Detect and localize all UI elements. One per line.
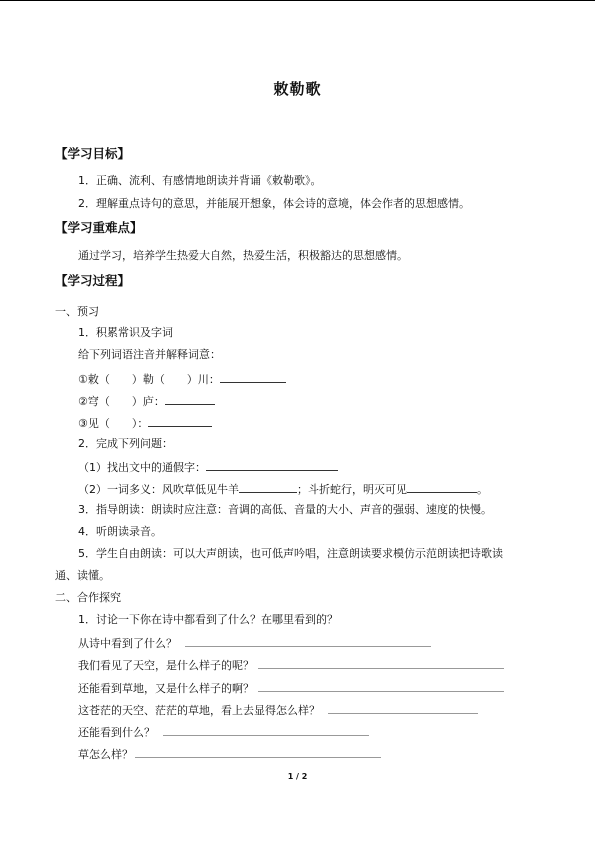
p3: 3．指导朗读：朗读时应注意：音调的高低、音量的大小、声音的强弱、速度的快慢。 bbox=[78, 503, 492, 516]
discuss-4 bbox=[78, 680, 504, 696]
p5-line-2: 通、读懂。 bbox=[55, 569, 110, 582]
discuss-7-blank[interactable] bbox=[135, 746, 381, 758]
page-title: 敕勒歌 bbox=[273, 80, 322, 98]
discuss-1: 1．讨论一下你在诗中都看到了什么？在哪里看到的？ bbox=[78, 613, 338, 626]
discuss-6 bbox=[78, 724, 369, 740]
question-1 bbox=[78, 459, 338, 475]
question-2 bbox=[78, 481, 488, 497]
part1-heading: 一、预习 bbox=[55, 305, 99, 318]
word-2-blank[interactable] bbox=[165, 393, 215, 405]
discuss-4-text: 还能看到草地，又是什么样子的啊？ bbox=[78, 682, 254, 695]
p5-line-1: 5．学生自由朗读：可以大声朗读，也可低声吟唱，注意朗读要求模仿示范朗读把诗歌读 bbox=[78, 547, 503, 560]
question-2-text-c: 。 bbox=[477, 483, 488, 496]
p2: 2．完成下列问题： bbox=[78, 437, 173, 450]
discuss-6-blank[interactable] bbox=[163, 724, 369, 736]
word-1 bbox=[78, 371, 286, 387]
discuss-7 bbox=[78, 746, 381, 762]
goal-item-1: 1．正确、流利、有感情地朗读并背诵《敕勒歌》。 bbox=[78, 174, 322, 187]
process-heading: 【学习过程】 bbox=[55, 273, 131, 288]
question-2-text-b: ；斗折蛇行，明灭可见 bbox=[297, 483, 407, 496]
word-1-text: ①敕（ ）勒（ ）川： bbox=[78, 373, 220, 386]
word-1-blank[interactable] bbox=[220, 371, 286, 383]
page-number: 1 / 2 bbox=[287, 772, 308, 781]
discuss-3-text: 我们看见了天空，是什么样子的呢？ bbox=[78, 659, 254, 672]
p1-2: 给下列词语注音并解释词意： bbox=[78, 348, 221, 361]
discuss-3 bbox=[78, 657, 504, 673]
discuss-5 bbox=[78, 702, 478, 718]
question-2-text-a: （2）一词多义：风吹草低见牛羊 bbox=[78, 483, 239, 496]
question-1-blank[interactable] bbox=[206, 459, 338, 471]
discuss-4-blank[interactable] bbox=[258, 680, 504, 692]
discuss-5-text: 这苍茫的天空、茫茫的草地，看上去显得怎么样？ bbox=[78, 704, 320, 717]
discuss-3-blank[interactable] bbox=[258, 657, 504, 669]
word-3-text: ③见（ ）： bbox=[78, 417, 149, 430]
goal-item-2: 2．理解重点诗句的意思，并能展开想象，体会诗的意境，体会作者的思想感情。 bbox=[78, 197, 470, 210]
word-3 bbox=[78, 415, 212, 431]
top-rule bbox=[0, 0, 595, 1]
discuss-2-text: 从诗中看到了什么？ bbox=[78, 637, 177, 650]
p1-1: 1．积累常识及字词 bbox=[78, 326, 173, 339]
word-3-blank[interactable] bbox=[148, 415, 212, 427]
discuss-5-blank[interactable] bbox=[328, 702, 478, 714]
part2-heading: 二、合作探究 bbox=[55, 591, 121, 604]
question-2-blank-a[interactable] bbox=[239, 481, 297, 493]
discuss-2 bbox=[78, 635, 431, 651]
word-2 bbox=[78, 393, 215, 409]
discuss-6-text: 还能看到什么？ bbox=[78, 726, 155, 739]
key-heading: 【学习重难点】 bbox=[55, 220, 143, 235]
p4: 4．听朗读录音。 bbox=[78, 525, 162, 538]
discuss-7-text: 草怎么样？ bbox=[78, 748, 133, 761]
discuss-2-blank[interactable] bbox=[185, 635, 431, 647]
goals-heading: 【学习目标】 bbox=[55, 146, 131, 161]
question-2-blank-b[interactable] bbox=[407, 481, 477, 493]
question-1-text: （1）找出文中的通假字： bbox=[78, 461, 206, 474]
word-2-text: ②穹（ ）庐： bbox=[78, 395, 165, 408]
key-text: 通过学习，培养学生热爱大自然，热爱生活，积极豁达的思想感情。 bbox=[78, 249, 408, 262]
